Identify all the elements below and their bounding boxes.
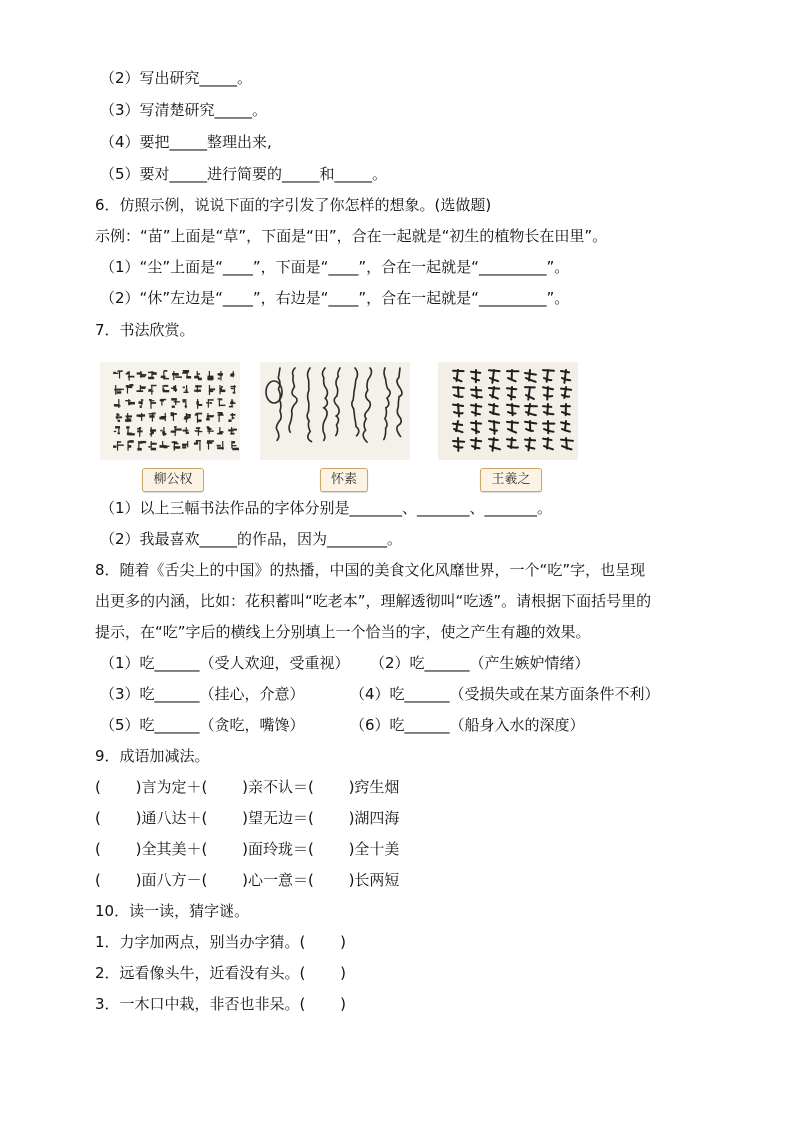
text-line: （4）要把_____整理出来,	[100, 133, 272, 151]
text-line: （2）写出研究_____。	[100, 69, 253, 87]
text-line: （6）吃______（船身入水的深度）	[350, 716, 585, 734]
text-line: （2）吃______（产生嫉妒情绪）	[370, 654, 590, 672]
text-line: （4）吃______（受损失或在某方面条件不利）	[350, 685, 660, 703]
text-line: 1．力字加两点，别当办字猜。( )	[95, 933, 347, 951]
text-line: （2）“休”左边是“____”，右边是“____”，合在一起就是“_________”。	[100, 289, 570, 307]
text-line: （3）写清楚研究_____。	[100, 101, 268, 119]
calligraphy-images	[100, 362, 580, 488]
calligraphy-image-liu-gongquan	[100, 362, 240, 460]
caption-wang-xizhi: 王羲之	[480, 468, 542, 492]
text-line: 10．读一读，猜字谜。	[95, 902, 250, 920]
text-line: （3）吃______（挂心，介意）	[100, 685, 305, 703]
text-line: ( )面八方－( )心一意＝( )长两短	[95, 871, 400, 889]
text-line: 8．随着《舌尖上的中国》的热播，中国的美食文化风靡世界，一个“吃”字，也呈现	[95, 561, 646, 579]
text-line: 6．仿照示例，说说下面的字引发了你怎样的想象。(选做题)	[95, 196, 492, 214]
text-line: ( )全其美＋( )面玲珑＝( )全十美	[95, 840, 400, 858]
text-line: （5）要对_____进行简要的_____和_____。	[100, 165, 388, 183]
text-line: 出更多的内涵，比如：花积蓄叫“吃老本”，理解透彻叫“吃透”。请根据下面括号里的	[95, 592, 652, 610]
text-line: （5）吃______（贪吃，嘴馋）	[100, 716, 305, 734]
calligraphy-image-huai-su	[260, 362, 410, 460]
text-line: （1）以上三幅书法作品的字体分别是_______、_______、_______。	[100, 499, 553, 517]
text-line: （1）吃______（受人欢迎，受重视）	[100, 654, 350, 672]
text-line: ( )言为定＋( )亲不认＝( )窍生烟	[95, 778, 400, 796]
text-line: 提示，在“吃”字后的横线上分别填上一个恰当的字，使之产生有趣的效果。	[95, 623, 591, 641]
text-line: 3．一木口中栽，非否也非呆。( )	[95, 995, 347, 1013]
text-line: 示例：“苗”上面是“草”，下面是“田”，合在一起就是“初生的植物长在田里”。	[95, 227, 608, 245]
text-line: ( )通八达＋( )望无边＝( )湖四海	[95, 809, 400, 827]
text-line: 2．远看像头牛，近看没有头。( )	[95, 964, 347, 982]
calligraphy-image-wang-xizhi	[438, 362, 578, 460]
text-line: （1）“尘”上面是“____”，下面是“____”，合在一起就是“_________”。	[100, 258, 570, 276]
caption-liu-gongquan: 柳公权	[142, 468, 204, 492]
text-line: （2）我最喜欢_____的作品，因为________。	[100, 530, 403, 548]
text-line: 9．成语加减法。	[95, 747, 210, 765]
text-line: 7．书法欣赏。	[95, 321, 195, 339]
caption-huai-su: 怀素	[320, 468, 368, 492]
